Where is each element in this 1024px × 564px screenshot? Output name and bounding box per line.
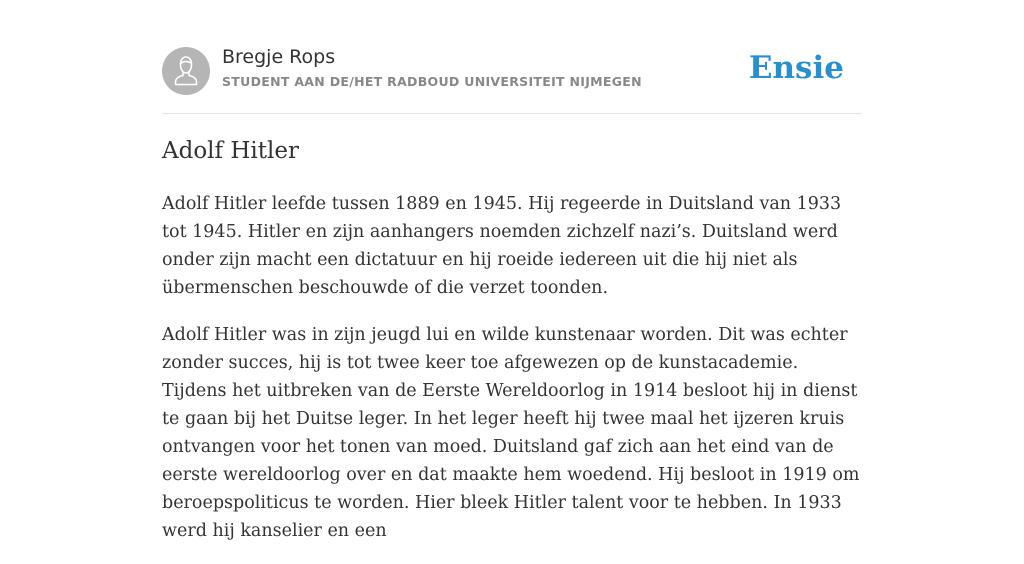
content-container [162,0,862,541]
ensie-logo[interactable]: Ensie [748,50,844,86]
article-header [162,0,862,114]
user-silhouette-icon [162,47,210,95]
article-title: Adolf Hitler [162,138,299,164]
author-role: STUDENT AAN DE/HET RADBOUD UNIVERSITEIT NIJMEGEN [222,74,642,89]
author-name[interactable]: Bregje Rops [222,46,336,68]
article-paragraph: Adolf Hitler was in zijn jeugd lui en wilde kunstenaar worden. Dit was echter zonder succes, hij is tot twee keer toe afgewezen op de kunstacademie. Tijdens het uitbreken van de Eerste Wereldoorlog in 1914 besloot hij in dienst te gaan bij het Duitse leger. In het leger heeft hij twee maal het ijzeren kruis ontvangen voor het tonen van moed. Duitsland gaf zich aan het eind van de eerste wereldoorlog over en dat maakte hem woedend. Hij besloot in 1919 om beroepspoliticus te worden. Hier bleek Hitler talent voor te hebben. In 1933 werd hij kanselier en een [162,325,860,541]
author-avatar[interactable] [162,47,210,95]
article-paragraph: Adolf Hitler leefde tussen 1889 en 1945. Hij regeerde in Duitsland van 1933 tot 1945. Hitler en zijn aanhangers noemden zichzelf nazi’s. Duitsland werd onder zijn macht een dictatuur en hij roeide iedereen uit die hij niet als übermenschen beschouwde of die verzet toonden. [162,194,842,298]
article-body [162,190,862,564]
